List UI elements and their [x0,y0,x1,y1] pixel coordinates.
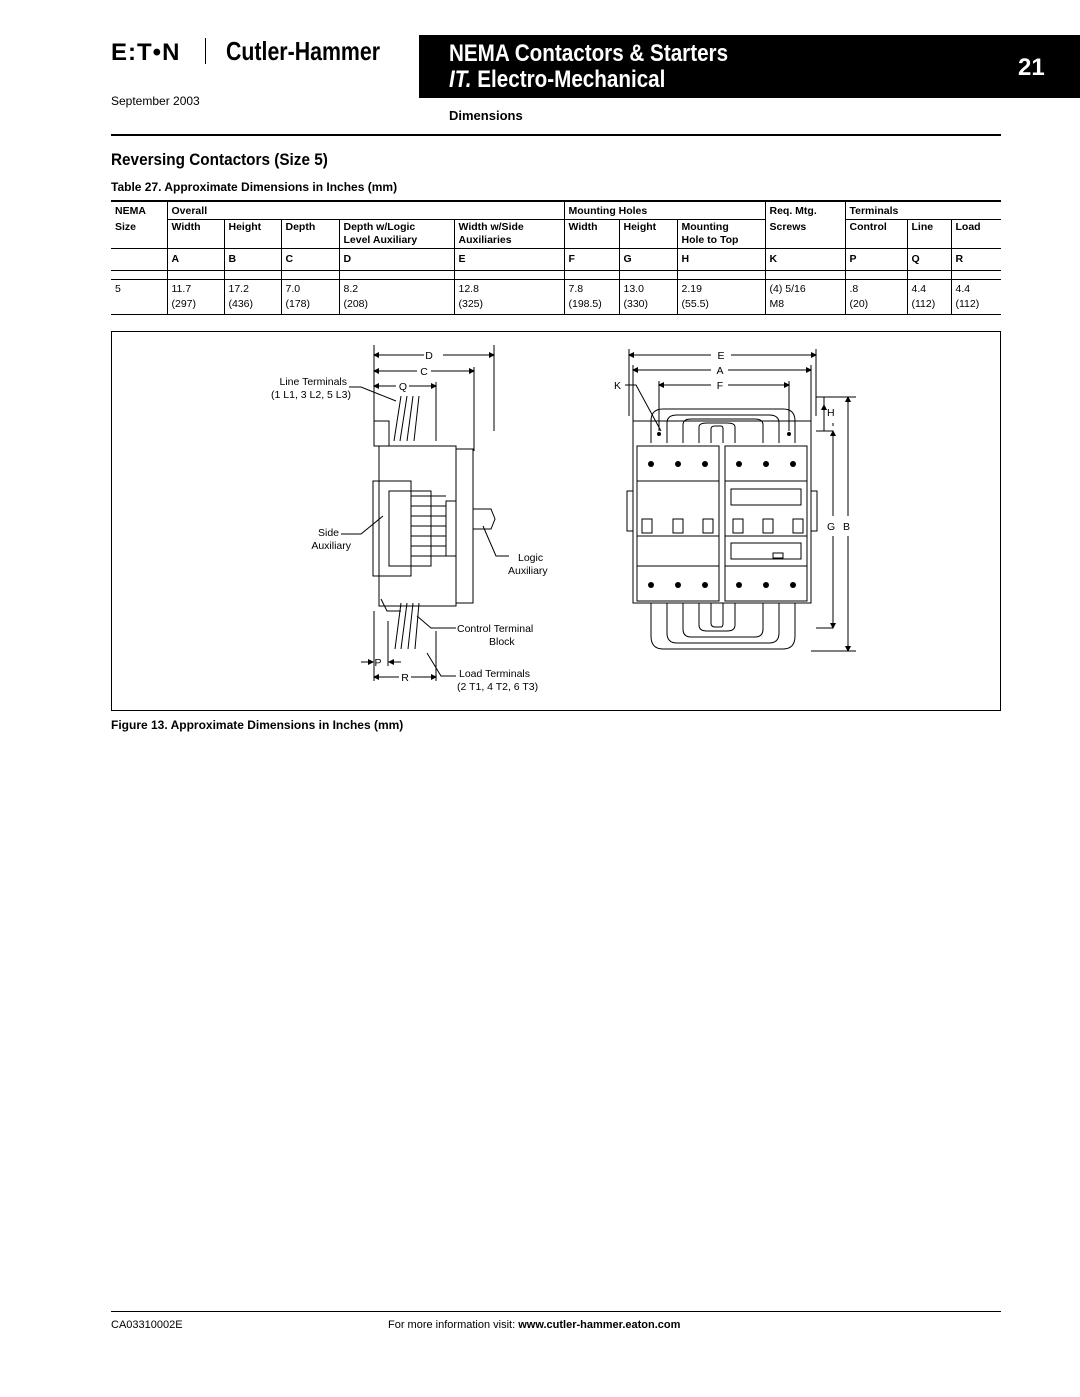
label-line-terminals-1: Line Terminals [279,376,347,388]
label-control-block-1: Control Terminal [457,623,534,635]
footer-url-link[interactable]: www.cutler-hammer.eaton.com [518,1319,681,1331]
table-letter-row [111,249,1001,271]
col-line: Line [907,220,951,249]
letter-cell: F [564,249,619,271]
col-width-side [454,220,564,249]
header-rule [111,134,1001,136]
value-cell: .8 [845,280,907,298]
header-screws: Screws [765,220,845,249]
value-cell: M8 [765,297,845,315]
col-depth: Depth [281,220,339,249]
header-req-mtg: Req. Mtg. [765,201,845,220]
value-cell: 13.0 [619,280,677,298]
header-terminals: Terminals [845,201,1001,220]
letter-cell-empty [111,249,167,271]
header-nema: NEMA [111,201,167,220]
col-mounting-line2: Hole to Top [681,234,739,246]
label-q: Q [398,381,408,393]
value-cell: 12.8 [454,280,564,298]
label-g: G [827,521,836,533]
col-height: Height [224,220,281,249]
size-cell: 5 [111,280,167,298]
dimension-drawing [111,331,999,709]
letter-cell: K [765,249,845,271]
label-p: P [374,657,382,669]
table-header-row [111,201,1001,220]
footer-info-prefix: For more information visit: [388,1319,519,1331]
value-cell: 4.4 [951,280,1001,298]
col-width: Width [167,220,224,249]
value-cell: 7.8 [564,280,619,298]
table-row-mm [111,297,1001,315]
size-cell-empty [111,297,167,315]
value-cell: 7.0 [281,280,339,298]
letter-cell: D [339,249,454,271]
value-cell: (20) [845,297,907,315]
value-cell: (330) [619,297,677,315]
value-cell: (4) 5/16 [765,280,845,298]
value-cell: (436) [224,297,281,315]
value-cell: (208) [339,297,454,315]
value-cell: 17.2 [224,280,281,298]
subtitle-prefix: IT. [449,66,472,93]
label-side-aux-2: Auxiliary [311,540,351,552]
col-width-side-line2: Auxiliaries [458,234,512,246]
value-cell: (55.5) [677,297,765,315]
table-caption: Table 27. Approximate Dimensions in Inches (mm) [111,180,398,194]
eaton-logo: E:T•N [111,39,181,66]
label-control-block-2: Block [489,636,515,648]
label-line-terminals-2: (1 L1, 3 L2, 5 L3) [271,389,351,401]
value-cell: (297) [167,297,224,315]
subtitle-rest: Electro-Mechanical [471,66,666,93]
value-cell: (178) [281,297,339,315]
value-cell: (112) [907,297,951,315]
letter-cell: H [677,249,765,271]
letter-cell: B [224,249,281,271]
value-cell: (325) [454,297,564,315]
letter-cell: P [845,249,907,271]
col-depth-logic-line1: Depth w/Logic [343,221,416,233]
section-label: Dimensions [449,108,523,123]
label-h: H [827,407,835,419]
page-number: 21 [1018,54,1045,81]
label-c: C [420,366,428,378]
letter-cell: C [281,249,339,271]
value-cell: 2.19 [677,280,765,298]
document-code: CA03310002E [111,1319,183,1331]
brand-name: Cutler-Hammer [226,36,381,66]
publication-date: September 2003 [111,94,200,108]
label-logic-aux-2: Auxiliary [508,565,548,577]
table-subheader-row [111,220,1001,249]
value-cell: 4.4 [907,280,951,298]
footer-rule [111,1311,1001,1312]
header-mounting-holes: Mounting Holes [564,201,765,220]
letter-cell: E [454,249,564,271]
col-load: Load [951,220,1001,249]
value-cell: 8.2 [339,280,454,298]
label-load-terminals-2: (2 T1, 4 T2, 6 T3) [457,681,539,693]
col-mounting [677,220,765,249]
logo-divider [205,38,206,64]
figure-caption: Figure 13. Approximate Dimensions in Inches (mm) [111,718,404,732]
document-subtitle [449,66,665,94]
value-cell: (198.5) [564,297,619,315]
col-mh-width: Width [564,220,619,249]
letter-cell: R [951,249,1001,271]
label-side-aux-1: Side [317,527,339,539]
letter-cell: G [619,249,677,271]
col-depth-logic-line2: Level Auxiliary [343,234,418,246]
col-depth-logic [339,220,454,249]
label-a: A [716,365,724,377]
label-f: F [716,380,724,392]
table-gap-row [111,271,1001,280]
page-heading: Reversing Contactors (Size 5) [111,150,328,169]
header-overall: Overall [167,201,564,220]
label-d: D [425,350,433,362]
col-mounting-line1: Mounting [681,221,729,233]
header-size: Size [115,220,137,233]
document-title: NEMA Contactors & Starters [449,40,729,67]
label-b: B [843,521,851,533]
label-load-terminals-1: Load Terminals [459,668,531,680]
letter-cell: A [167,249,224,271]
col-mh-height: Height [619,220,677,249]
value-cell: 11.7 [167,280,224,298]
table-row-inches [111,280,1001,298]
value-cell: (112) [951,297,1001,315]
label-k: K [614,380,622,392]
dimensions-table [111,200,1001,315]
col-control: Control [845,220,907,249]
col-width-side-line1: Width w/Side [458,221,524,233]
label-r: R [401,672,409,684]
front-view [625,349,856,651]
footer-info [388,1319,680,1331]
label-logic-aux-1: Logic [518,552,544,564]
letter-cell: Q [907,249,951,271]
label-e: E [717,350,725,362]
